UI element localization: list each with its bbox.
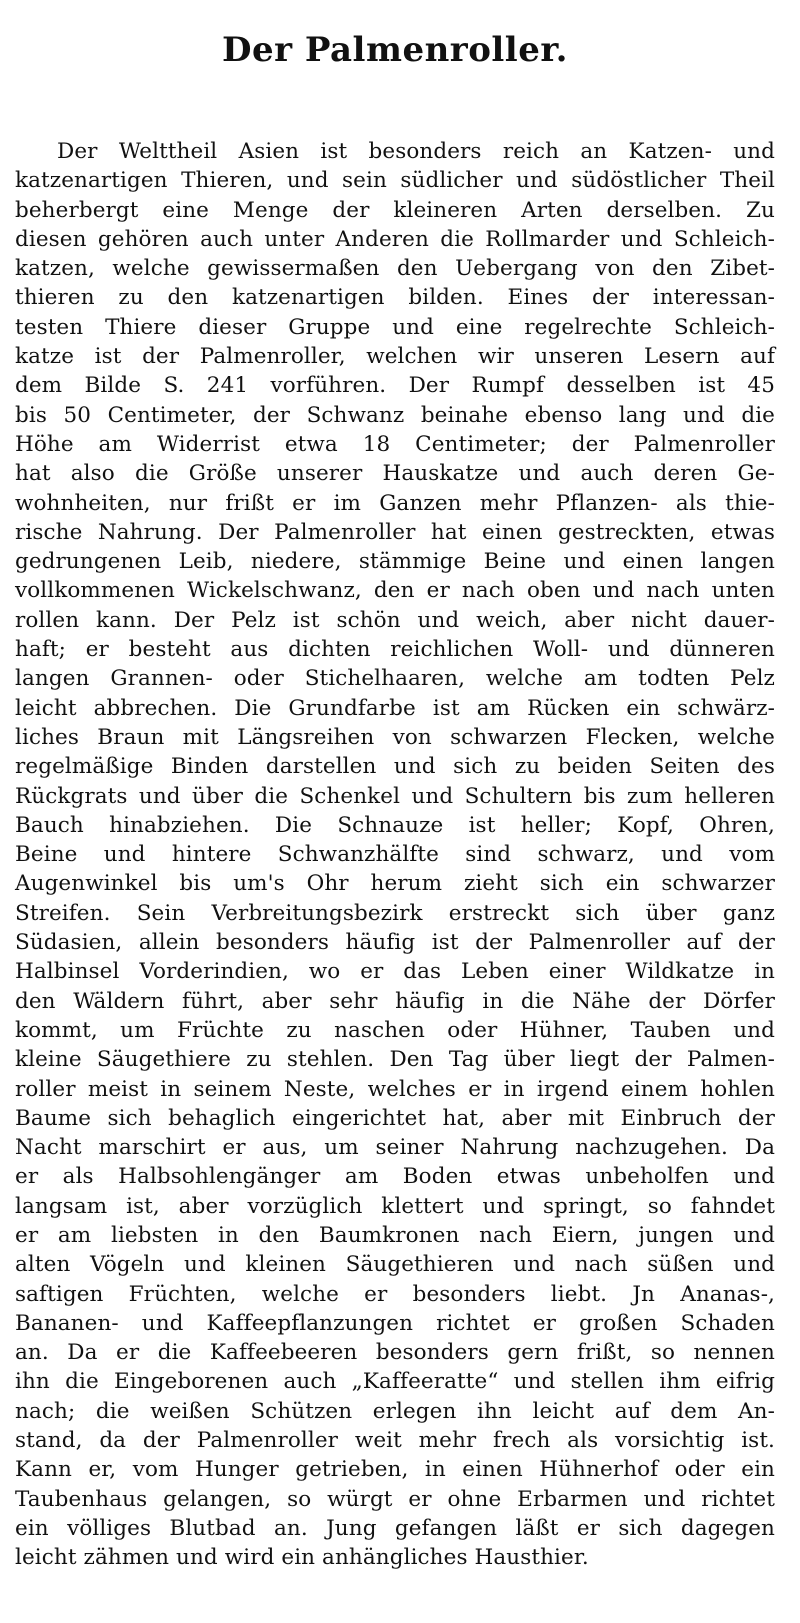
text-line: dem Bilde S. 241 vorführen. Der Rumpf desselben ist 45: [15, 373, 775, 399]
text-line: Südasien, allein besonders häufig ist der Palmenroller auf der: [15, 930, 775, 956]
text-line: nach; die weißen Schützen erlegen ihn leicht auf dem An-: [15, 1398, 775, 1424]
text-line: liches Braun mit Längsreihen von schwarzen Flecken, welche: [15, 724, 775, 750]
text-line: langsam ist, aber vorzüglich klettert und springt, so fahndet: [15, 1193, 775, 1219]
text-line: diesen gehören auch unter Anderen die Rollmarder und Schleich-: [15, 226, 775, 252]
text-line: stand, da der Palmenroller weit mehr frech als vorsichtig ist.: [15, 1428, 775, 1454]
text-line: beherbergt eine Menge der kleineren Arten derselben. Zu: [15, 197, 775, 223]
text-line: Beine und hintere Schwanzhälfte sind schwarz, und vom: [15, 842, 775, 868]
text-line: Streifen. Sein Verbreitungsbezirk erstreckt sich über ganz: [15, 900, 775, 926]
text-line: bis 50 Centimeter, der Schwanz beinahe ebenso lang und die: [15, 402, 775, 428]
text-line: vollkommenen Wickelschwanz, den er nach oben und nach unten: [15, 578, 775, 604]
text-line: roller meist in seinem Neste, welches er in irgend einem hohlen: [15, 1076, 775, 1102]
page-title: Der Palmenroller.: [222, 30, 568, 70]
text-line: an. Da er die Kaffeebeeren besonders gern frißt, so nennen: [15, 1340, 775, 1366]
text-line: rische Nahrung. Der Palmenroller hat einen gestreckten, etwas: [15, 519, 775, 545]
text-line: saftigen Früchten, welche er besonders liebt. Jn Ananas-,: [15, 1281, 775, 1307]
text-line: regelmäßige Binden darstellen und sich zu beiden Seiten des: [15, 754, 775, 780]
text-line: den Wäldern führt, aber sehr häufig in die Nähe der Dörfer: [15, 988, 775, 1014]
text-line: er als Halbsohlengänger am Boden etwas unbeholfen und: [15, 1164, 775, 1190]
text-line: ihn die Eingeborenen auch „Kaffeeratte“ und stellen ihm eifrig: [15, 1369, 775, 1395]
text-line: testen Thiere dieser Gruppe und eine regelrechte Schleich-: [15, 314, 775, 340]
text-line: katze ist der Palmenroller, welchen wir unseren Lesern auf: [15, 344, 775, 370]
text-line: Halbinsel Vorderindien, wo er das Leben einer Wildkatze in: [15, 959, 775, 985]
text-line: kleine Säugethiere zu stehlen. Den Tag über liegt der Palmen-: [15, 1047, 775, 1073]
text-line: kommt, um Früchte zu naschen oder Hühner, Tauben und: [15, 1017, 775, 1043]
text-line: haft; er besteht aus dichten reichlichen Woll- und dünneren: [15, 637, 775, 663]
text-line: Rückgrats und über die Schenkel und Schultern bis zum helleren: [15, 783, 775, 809]
text-line: Taubenhaus gelangen, so würgt er ohne Erbarmen und richtet: [15, 1486, 775, 1512]
text-line: alten Vögeln und kleinen Säugethieren und nach süßen und: [15, 1252, 775, 1278]
text-line: Augenwinkel bis um's Ohr herum zieht sich ein schwarzer: [15, 871, 775, 897]
text-line: Bauch hinabziehen. Die Schnauze ist heller; Kopf, Ohren,: [15, 812, 775, 838]
text-line: hat also die Größe unserer Hauskatze und auch deren Ge-: [15, 461, 775, 487]
text-line: Kann er, vom Hunger getrieben, in einen Hühnerhof oder ein: [15, 1457, 775, 1483]
text-line: Höhe am Widerrist etwa 18 Centimeter; der Palmenroller: [15, 431, 775, 457]
text-line: katzen, welche gewissermaßen den Uebergang von den Zibet-: [15, 256, 775, 282]
text-line: gedrungenen Leib, niedere, stämmige Beine und einen langen: [15, 549, 775, 575]
text-line: Der Welttheil Asien ist besonders reich an Katzen- und: [57, 139, 775, 164]
text-line: Nacht marschirt er aus, um seiner Nahrung nachzugehen. Da: [15, 1135, 775, 1161]
text-line: ein völliges Blutbad an. Jung gefangen läßt er sich dagegen: [15, 1515, 775, 1541]
text-line: leicht abbrechen. Die Grundfarbe ist am Rücken ein schwärz-: [15, 695, 775, 721]
text-line: wohnheiten, nur frißt er im Ganzen mehr Pflanzen- als thie-: [15, 490, 775, 516]
text-line: thieren zu den katzenartigen bilden. Eines der interessan-: [15, 285, 775, 311]
text-line: rollen kann. Der Pelz ist schön und weich, aber nicht dauer-: [15, 607, 775, 633]
text-line: Bananen- und Kaffeepflanzungen richtet er großen Schaden: [15, 1310, 775, 1336]
article-body: [15, 137, 775, 1573]
text-line: Baume sich behaglich eingerichtet hat, aber mit Einbruch der: [15, 1105, 775, 1131]
text-line: katzenartigen Thieren, und sein südlicher und südöstlicher Theil: [15, 168, 775, 194]
text-line: langen Grannen- oder Stichelhaaren, welche am todten Pelz: [15, 666, 775, 692]
text-line: leicht zähmen und wird ein anhängliches Hausthier.: [15, 1545, 589, 1571]
text-line: er am liebsten in den Baumkronen nach Eiern, jungen und: [15, 1222, 775, 1248]
